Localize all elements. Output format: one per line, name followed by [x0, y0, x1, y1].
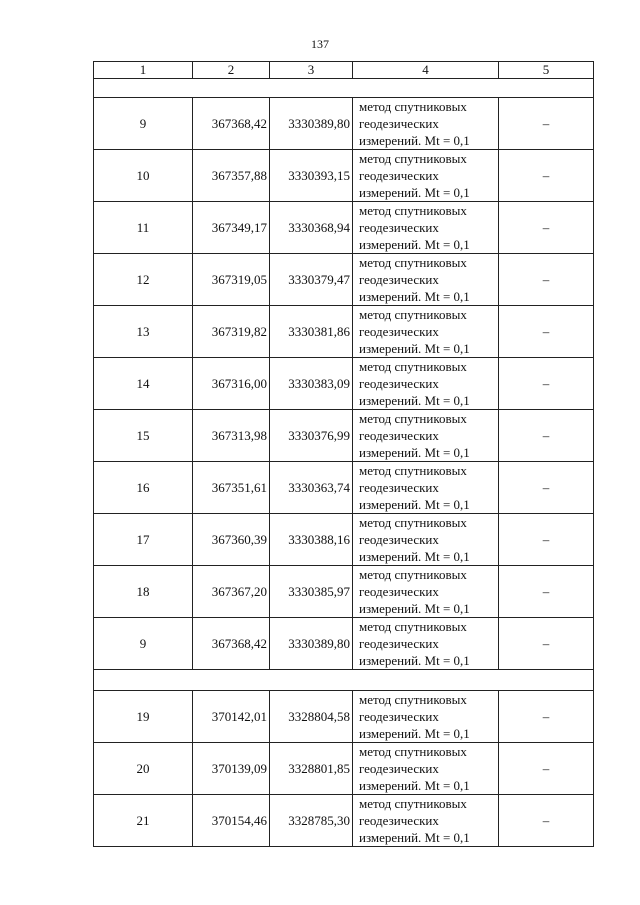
x-coordinate-cell: 367316,00: [193, 358, 270, 410]
table-row: [94, 254, 594, 306]
point-number-cell: 10: [94, 150, 193, 202]
table-header-row: [94, 62, 594, 79]
description-cell: [499, 514, 594, 566]
method-line: измерений. Mt = 0,1: [359, 497, 470, 512]
method-line: метод спутниковых: [359, 99, 467, 114]
table-row: [94, 618, 594, 670]
method-line: измерений. Mt = 0,1: [359, 726, 470, 741]
point-number-cell: 14: [94, 358, 193, 410]
method-cell: [353, 202, 499, 254]
method-line: измерений. Mt = 0,1: [359, 289, 470, 304]
method-line: измерений. Mt = 0,1: [359, 549, 470, 564]
description-cell: [499, 743, 594, 795]
method-cell: [353, 306, 499, 358]
method-line: геодезических: [359, 324, 439, 339]
method-cell: [353, 410, 499, 462]
method-line: метод спутниковых: [359, 203, 467, 218]
method-line: метод спутниковых: [359, 567, 467, 582]
dash-mark: –: [542, 708, 550, 724]
y-coordinate-cell: 3328801,85: [270, 743, 353, 795]
dash-mark: –: [542, 479, 550, 495]
coordinates-table: [93, 61, 594, 847]
method-line: метод спутниковых: [359, 255, 467, 270]
table-row: [94, 691, 594, 743]
method-line: геодезических: [359, 376, 439, 391]
point-number-cell: 21: [94, 795, 193, 847]
y-coordinate-cell: 3330381,86: [270, 306, 353, 358]
x-coordinate-cell: 370142,01: [193, 691, 270, 743]
x-coordinate-cell: 370154,46: [193, 795, 270, 847]
method-line: метод спутниковых: [359, 359, 467, 374]
x-coordinate-cell: 367319,82: [193, 306, 270, 358]
y-coordinate-cell: 3330388,16: [270, 514, 353, 566]
method-line: измерений. Mt = 0,1: [359, 653, 470, 668]
dash-mark: –: [542, 760, 550, 776]
method-line: измерений. Mt = 0,1: [359, 393, 470, 408]
point-number-cell: 15: [94, 410, 193, 462]
y-coordinate-cell: 3330368,94: [270, 202, 353, 254]
dash-mark: –: [542, 531, 550, 547]
y-coordinate-cell: 3330389,80: [270, 618, 353, 670]
method-line: геодезических: [359, 532, 439, 547]
point-number-cell: 17: [94, 514, 193, 566]
section-separator-row: [94, 670, 594, 691]
x-coordinate-cell: 367368,42: [193, 618, 270, 670]
x-coordinate-cell: 367368,42: [193, 98, 270, 150]
dash-mark: –: [542, 219, 550, 235]
description-cell: [499, 691, 594, 743]
x-coordinate-cell: 367367,20: [193, 566, 270, 618]
dash-mark: –: [542, 115, 550, 131]
table-row: [94, 150, 594, 202]
method-cell: [353, 743, 499, 795]
description-cell: [499, 98, 594, 150]
x-coordinate-cell: 367349,17: [193, 202, 270, 254]
point-number-cell: 18: [94, 566, 193, 618]
point-number-cell: 12: [94, 254, 193, 306]
method-cell: [353, 691, 499, 743]
method-line: геодезических: [359, 636, 439, 651]
method-cell: [353, 514, 499, 566]
table-row: [94, 462, 594, 514]
x-coordinate-cell: 367360,39: [193, 514, 270, 566]
dash-mark: –: [542, 323, 550, 339]
point-number-cell: 11: [94, 202, 193, 254]
y-coordinate-cell: 3330385,97: [270, 566, 353, 618]
header-col-1: 1: [94, 62, 193, 79]
point-number-cell: 16: [94, 462, 193, 514]
table-row: [94, 358, 594, 410]
method-line: геодезических: [359, 116, 439, 131]
table-row: [94, 98, 594, 150]
description-cell: [499, 795, 594, 847]
table-row: [94, 795, 594, 847]
method-cell: [353, 618, 499, 670]
method-line: геодезических: [359, 272, 439, 287]
header-col-4: 4: [353, 62, 499, 79]
x-coordinate-cell: 367319,05: [193, 254, 270, 306]
method-line: метод спутниковых: [359, 515, 467, 530]
method-line: метод спутниковых: [359, 796, 467, 811]
method-line: измерений. Mt = 0,1: [359, 133, 470, 148]
method-line: геодезических: [359, 168, 439, 183]
method-line: измерений. Mt = 0,1: [359, 445, 470, 460]
method-line: измерений. Mt = 0,1: [359, 601, 470, 616]
table-row: [94, 514, 594, 566]
method-line: метод спутниковых: [359, 463, 467, 478]
section-separator-row: [94, 79, 594, 98]
method-line: геодезических: [359, 761, 439, 776]
method-line: геодезических: [359, 428, 439, 443]
y-coordinate-cell: 3330363,74: [270, 462, 353, 514]
x-coordinate-cell: 367351,61: [193, 462, 270, 514]
method-line: измерений. Mt = 0,1: [359, 778, 470, 793]
y-coordinate-cell: 3330376,99: [270, 410, 353, 462]
method-line: геодезических: [359, 584, 439, 599]
table-row: [94, 566, 594, 618]
x-coordinate-cell: 367357,88: [193, 150, 270, 202]
header-col-3: 3: [270, 62, 353, 79]
method-cell: [353, 358, 499, 410]
dash-mark: –: [542, 375, 550, 391]
method-line: метод спутниковых: [359, 307, 467, 322]
y-coordinate-cell: 3330379,47: [270, 254, 353, 306]
method-cell: [353, 462, 499, 514]
method-line: метод спутниковых: [359, 692, 467, 707]
table-row: [94, 306, 594, 358]
method-cell: [353, 566, 499, 618]
method-line: измерений. Mt = 0,1: [359, 341, 470, 356]
method-cell: [353, 150, 499, 202]
description-cell: [499, 462, 594, 514]
description-cell: [499, 358, 594, 410]
y-coordinate-cell: 3330383,09: [270, 358, 353, 410]
point-number-cell: 19: [94, 691, 193, 743]
method-cell: [353, 254, 499, 306]
y-coordinate-cell: 3328804,58: [270, 691, 353, 743]
dash-mark: –: [542, 583, 550, 599]
y-coordinate-cell: 3328785,30: [270, 795, 353, 847]
point-number-cell: 9: [94, 618, 193, 670]
x-coordinate-cell: 367313,98: [193, 410, 270, 462]
header-col-5: 5: [499, 62, 594, 79]
dash-mark: –: [542, 167, 550, 183]
description-cell: [499, 618, 594, 670]
method-line: геодезических: [359, 813, 439, 828]
description-cell: [499, 410, 594, 462]
description-cell: [499, 150, 594, 202]
x-coordinate-cell: 370139,09: [193, 743, 270, 795]
table-row: [94, 202, 594, 254]
method-cell: [353, 795, 499, 847]
page-number: 137: [311, 37, 329, 51]
description-cell: [499, 254, 594, 306]
point-number-cell: 20: [94, 743, 193, 795]
y-coordinate-cell: 3330393,15: [270, 150, 353, 202]
method-line: измерений. Mt = 0,1: [359, 185, 470, 200]
dash-mark: –: [542, 635, 550, 651]
method-line: измерений. Mt = 0,1: [359, 237, 470, 252]
point-number-cell: 13: [94, 306, 193, 358]
method-cell: [353, 98, 499, 150]
method-line: метод спутниковых: [359, 744, 467, 759]
method-line: метод спутниковых: [359, 411, 467, 426]
method-line: геодезических: [359, 480, 439, 495]
method-line: геодезических: [359, 220, 439, 235]
dash-mark: –: [542, 271, 550, 287]
table-row: [94, 410, 594, 462]
description-cell: [499, 202, 594, 254]
method-line: метод спутниковых: [359, 151, 467, 166]
header-col-2: 2: [193, 62, 270, 79]
method-line: геодезических: [359, 709, 439, 724]
description-cell: [499, 306, 594, 358]
y-coordinate-cell: 3330389,80: [270, 98, 353, 150]
dash-mark: –: [542, 812, 550, 828]
dash-mark: –: [542, 427, 550, 443]
method-line: измерений. Mt = 0,1: [359, 830, 470, 845]
table-row: [94, 743, 594, 795]
point-number-cell: 9: [94, 98, 193, 150]
method-line: метод спутниковых: [359, 619, 467, 634]
description-cell: [499, 566, 594, 618]
